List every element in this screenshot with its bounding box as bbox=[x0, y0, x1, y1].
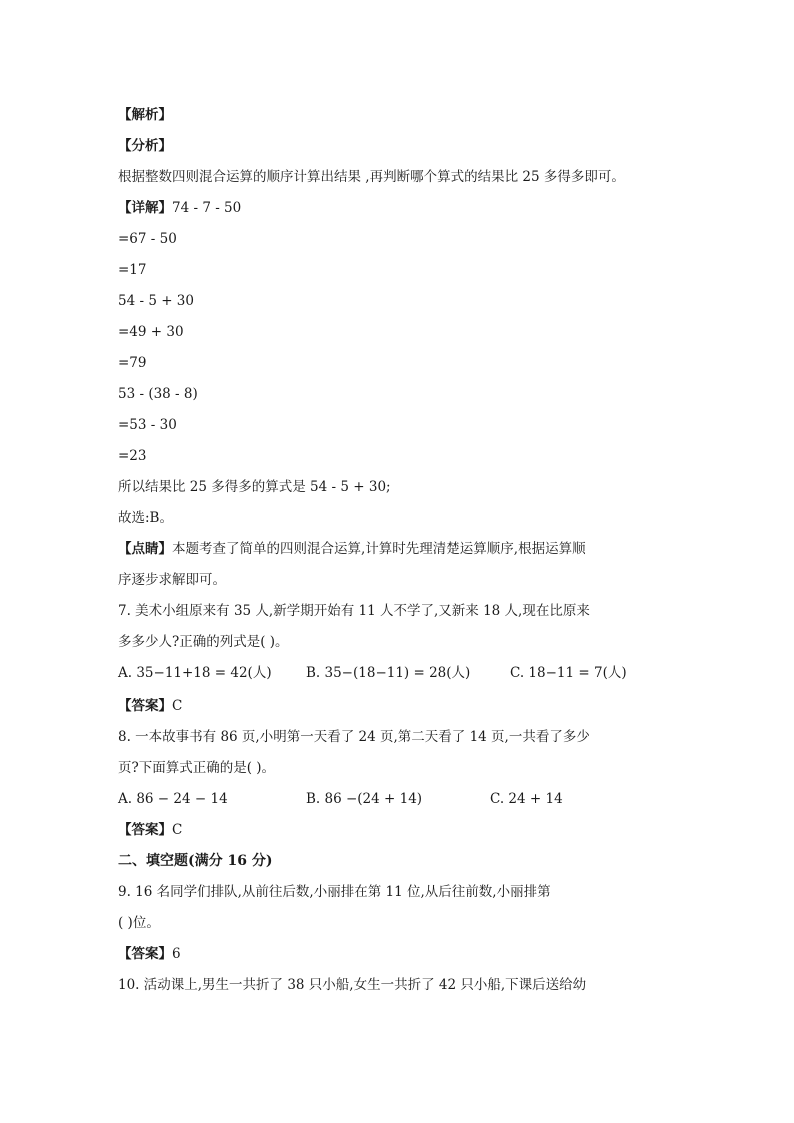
q6-step: =53 - 30 bbox=[118, 417, 177, 433]
q6-step: 53 - (38 - 8) bbox=[118, 386, 198, 402]
q6-detail-label: 【详解】 bbox=[118, 200, 172, 216]
q7-answer: C bbox=[172, 698, 183, 714]
analysis-header: 【解析】 bbox=[118, 107, 172, 123]
q6-detail-first: 74 - 7 - 50 bbox=[172, 200, 242, 216]
q6-step: =49 + 30 bbox=[118, 324, 184, 340]
q6-dianjing-text-cont: 序逐步求解即可。 bbox=[118, 572, 226, 588]
section-title: 二、填空题(满分 16 分) bbox=[118, 853, 273, 869]
q7-options bbox=[118, 658, 678, 689]
q8-answer-label: 【答案】 bbox=[118, 822, 172, 838]
q6-dianjing-line bbox=[118, 534, 678, 565]
q7-option-a: A. 35−11+18 = 42(人) bbox=[118, 665, 272, 681]
q6-analysis-label: 【分析】 bbox=[118, 138, 172, 154]
q8-options bbox=[118, 784, 678, 815]
q7-option-c: C. 18−11 = 7(人) bbox=[510, 665, 627, 681]
q6-dianjing-label: 【点睛】 bbox=[118, 541, 172, 557]
q6-step: =79 bbox=[118, 355, 147, 371]
q8-answer: C bbox=[172, 822, 183, 838]
q6-dianjing-text: 本题考查了简单的四则混合运算,计算时先理清楚运算顺序,根据运算顺 bbox=[172, 541, 586, 557]
q9-answer: 6 bbox=[172, 946, 181, 962]
q7-answer-line bbox=[118, 691, 678, 722]
q7-stem-cont: 多多少人?正确的列式是( )。 bbox=[118, 634, 289, 650]
q8-option-c: C. 24 + 14 bbox=[490, 791, 563, 807]
q9-answer-line bbox=[118, 939, 678, 970]
q10-stem: 10. 活动课上,男生一共折了 38 只小船,女生一共折了 42 只小船,下课后送给幼 bbox=[118, 977, 587, 993]
q6-choice: 故选:B。 bbox=[118, 510, 173, 526]
q7-stem: 7. 美术小组原来有 35 人,新学期开始有 11 人不学了,又新来 18 人,现在比原来 bbox=[118, 603, 590, 619]
q7-option-b: B. 35−(18−11) = 28(人) bbox=[306, 665, 471, 681]
q6-step: =23 bbox=[118, 448, 147, 464]
q7-answer-label: 【答案】 bbox=[118, 698, 172, 714]
q6-conclusion: 所以结果比 25 多得多的算式是 54 - 5 + 30; bbox=[118, 479, 391, 495]
q9-stem: 9. 16 名同学们排队,从前往后数,小丽排在第 11 位,从后往前数,小丽排第 bbox=[118, 884, 551, 900]
q8-answer-line bbox=[118, 815, 678, 846]
q6-step: 54 - 5 + 30 bbox=[118, 293, 194, 309]
q6-step: =67 - 50 bbox=[118, 231, 177, 247]
q6-detail-line bbox=[118, 193, 678, 224]
q6-analysis-text: 根据整数四则混合运算的顺序计算出结果 ,再判断哪个算式的结果比 25 多得多即可。 bbox=[118, 169, 625, 185]
q8-option-a: A. 86 − 24 − 14 bbox=[118, 791, 228, 807]
q8-option-b: B. 86 −(24 + 14) bbox=[306, 791, 423, 807]
q8-stem-cont: 页?下面算式正确的是( )。 bbox=[118, 760, 276, 776]
q6-step: =17 bbox=[118, 262, 147, 278]
q9-answer-label: 【答案】 bbox=[118, 946, 172, 962]
q8-stem: 8. 一本故事书有 86 页,小明第一天看了 24 页,第二天看了 14 页,一共看了多少 bbox=[118, 729, 590, 745]
document-page bbox=[118, 100, 678, 1001]
q9-stem-cont: ( )位。 bbox=[118, 915, 160, 931]
